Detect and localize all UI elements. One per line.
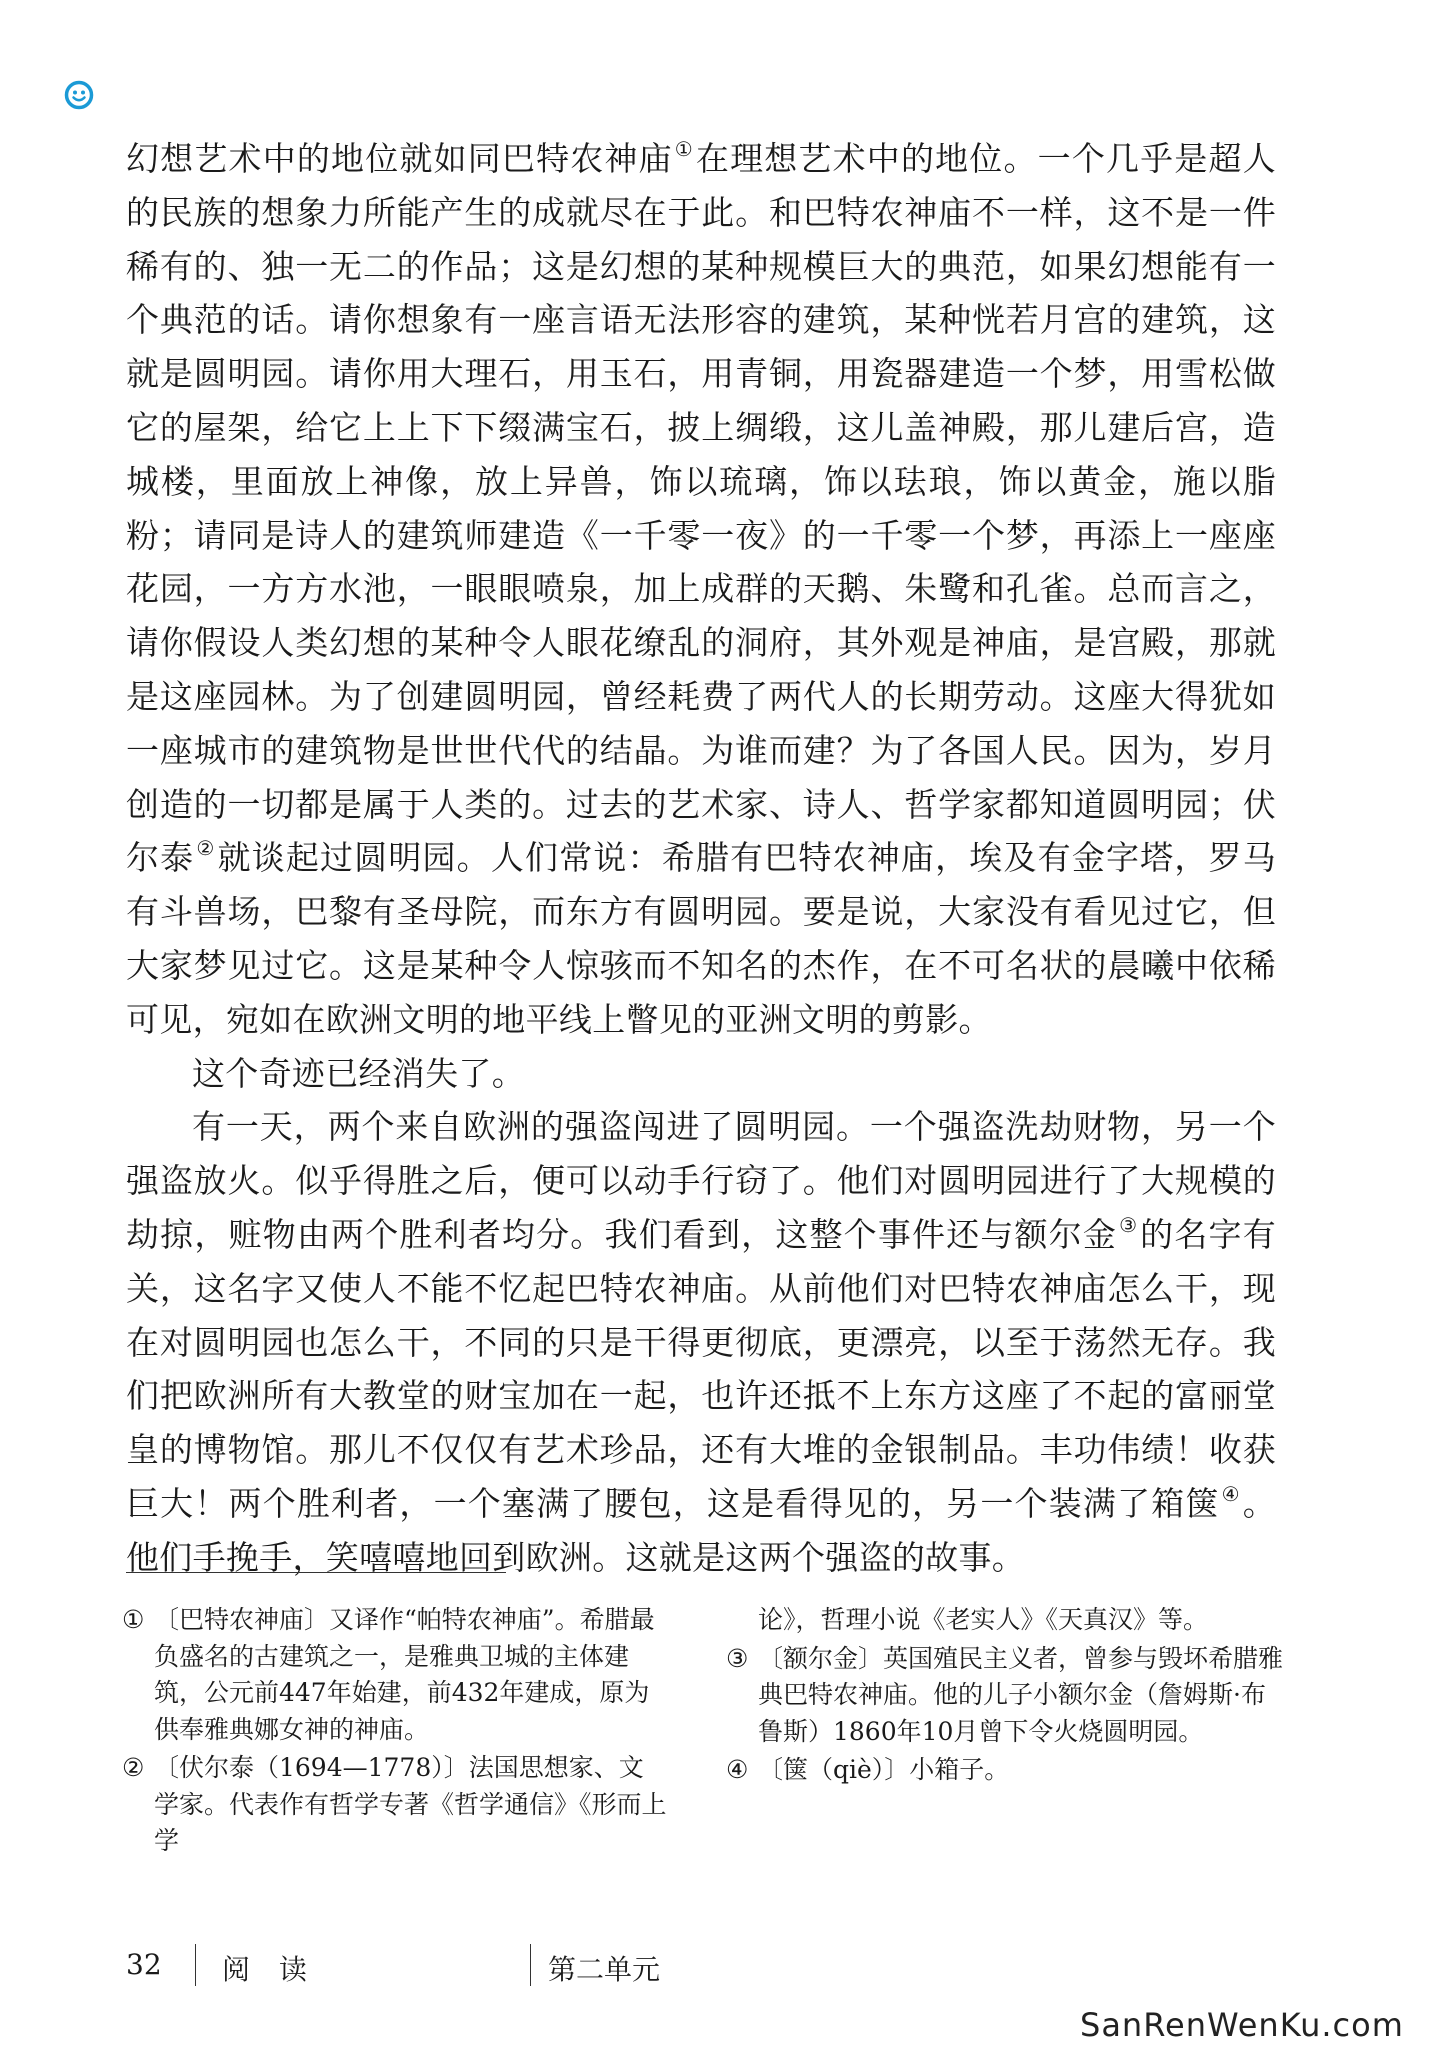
footnote-1: [122, 1602, 667, 1748]
footnote-number: ①: [122, 1605, 145, 1634]
main-text: [126, 132, 1276, 1585]
footnote-text: 〔巴特农神庙〕又译作“帕特农神庙”。希腊最负盛名的古建筑之一，是雅典卫城的主体建筑，公元前447年始建，前432年建成，原为供奉雅典娜女神的神庙。: [154, 1605, 655, 1744]
text-segment: 在理想艺术中的地位。一个几乎是超人的民族的想象力所能产生的成就尽在于此。和巴特农神庙不一样，这不是一件稀有的、独一无二的作品；这是幻想的某种规模巨大的典范，如果幻想能有一个典范的话。请你想象有一座言语无法形容的建筑，某种恍若月宫的建筑，这就是圆明园。请你用大理石，用玉石，用青铜，用瓷器建造一个梦，用雪松做它的屋架，给它上上下下缀满宝石，披上绸缎，这儿盖神殿，那儿建后宫，造城楼，里面放上神像，放上异兽，饰以琉璃，饰以珐琅，饰以黄金，施以脂粉；请同是诗人的建筑师建造《一千零一夜》的一千零一个梦，再添上一座座花园，一方方水池，一眼眼喷泉，加上成群的天鹅、朱鹭和孔雀。总而言之，请你假设人类幻想的某种令人眼花缭乱的洞府，其外观是神庙，是宫殿，那就是这座园林。为了创建圆明园，曾经耗费了两代人的长期劳动。这座大得犹如一座城市的建筑物是世世代代的结晶。为谁而建？为了各国人民。因为，岁月创造的一切都是属于人类的。过去的艺术家、诗人、哲学家都知道圆明园；伏尔泰: [126, 139, 1276, 878]
text-segment: 就谈起过圆明园。人们常说：希腊有巴特农神庙，埃及有金字塔，罗马有斗兽场，巴黎有圣母院，而东方有圆明园。要是说，大家没有看见过它，但大家梦见过它。这是某种令人惊骇而不知名的杰作，在不可名状的晨曦中依稀可见，宛如在欧洲文明的地平线上瞥见的亚洲文明的剪影。: [126, 838, 1276, 1039]
footnote-number: ②: [122, 1753, 145, 1782]
page-number: 32: [126, 1948, 162, 1981]
footnote-ref-2[interactable]: ②: [196, 836, 216, 861]
watermark: SanRenWenKu.com: [1080, 2006, 1404, 2044]
footnote-number: ④: [726, 1755, 749, 1784]
text-segment: 的名字有关，这名字又使人不能不忆起巴特农神庙。从前他们对巴特农神庙怎么干，现在对圆明园也怎么干，不同的只是干得更彻底，更漂亮，以至于荡然无存。我们把欧洲所有大教堂的财宝加在一起，也许还抵不上东方这座了不起的富丽堂皇的博物馆。那儿不仅仅有艺术珍品，还有大堆的金银制品。丰功伟绩！收获巨大！两个胜利者，一个塞满了腰包，这是看得见的，另一个装满了箱箧: [126, 1214, 1276, 1523]
footnote-ref-1[interactable]: ①: [674, 137, 694, 161]
smiley-face-icon: [64, 80, 94, 110]
paragraph-3: [126, 1100, 1276, 1584]
footnote-ref-4[interactable]: ④: [1221, 1481, 1241, 1506]
text-segment: 幻想艺术中的地位就如同巴特农神庙: [126, 139, 673, 178]
paragraph-1: [126, 132, 1276, 1047]
footer-divider: [195, 1944, 196, 1986]
footnotes-left-column: [122, 1602, 667, 1862]
text-segment: 。他们手挽手，笑嘻嘻地回到欧洲。这就是这两个强盗的故事。: [126, 1483, 1276, 1577]
footnote-text: 〔箧（qiè）〕小箱子。: [758, 1755, 1010, 1784]
footnote-divider: [126, 1572, 506, 1573]
footnote-2-continued: [726, 1602, 1286, 1639]
footnote-text: 论》，哲理小说《老实人》《天真汉》等。: [758, 1605, 1209, 1634]
footer-divider: [530, 1944, 531, 1986]
footnote-text: 〔额尔金〕英国殖民主义者，曾参与毁坏希腊雅典巴特农神庙。他的儿子小额尔金（詹姆斯·布鲁斯）1860年10月曾下令火烧圆明园。: [758, 1643, 1284, 1746]
footnote-text: 〔伏尔泰（1694—1778）〕法国思想家、文学家。代表作有哲学专著《哲学通信》《形而上学: [154, 1753, 667, 1855]
footnote-number: ③: [726, 1643, 749, 1673]
footnote-2: [122, 1750, 667, 1860]
unit-name: 第二单元: [548, 1953, 661, 1986]
footnote-ref-3[interactable]: ③: [1119, 1212, 1139, 1237]
footnote-3: [726, 1641, 1286, 1751]
section-name: 阅 读: [222, 1953, 317, 1986]
footnote-4: [726, 1752, 1286, 1789]
paragraph-2: 这个奇迹已经消失了。: [192, 1053, 525, 1093]
text-segment: 有一天，两个来自欧洲的强盗闯进了圆明园。一个强盗洗劫财物，另一个强盗放火。似乎得胜之后，便可以动手行窃了。他们对圆明园进行了大规模的劫掠，赃物由两个胜利者均分。我们看到，这整个事件还与额尔金: [126, 1107, 1276, 1254]
footnotes-right-column: [726, 1602, 1286, 1791]
